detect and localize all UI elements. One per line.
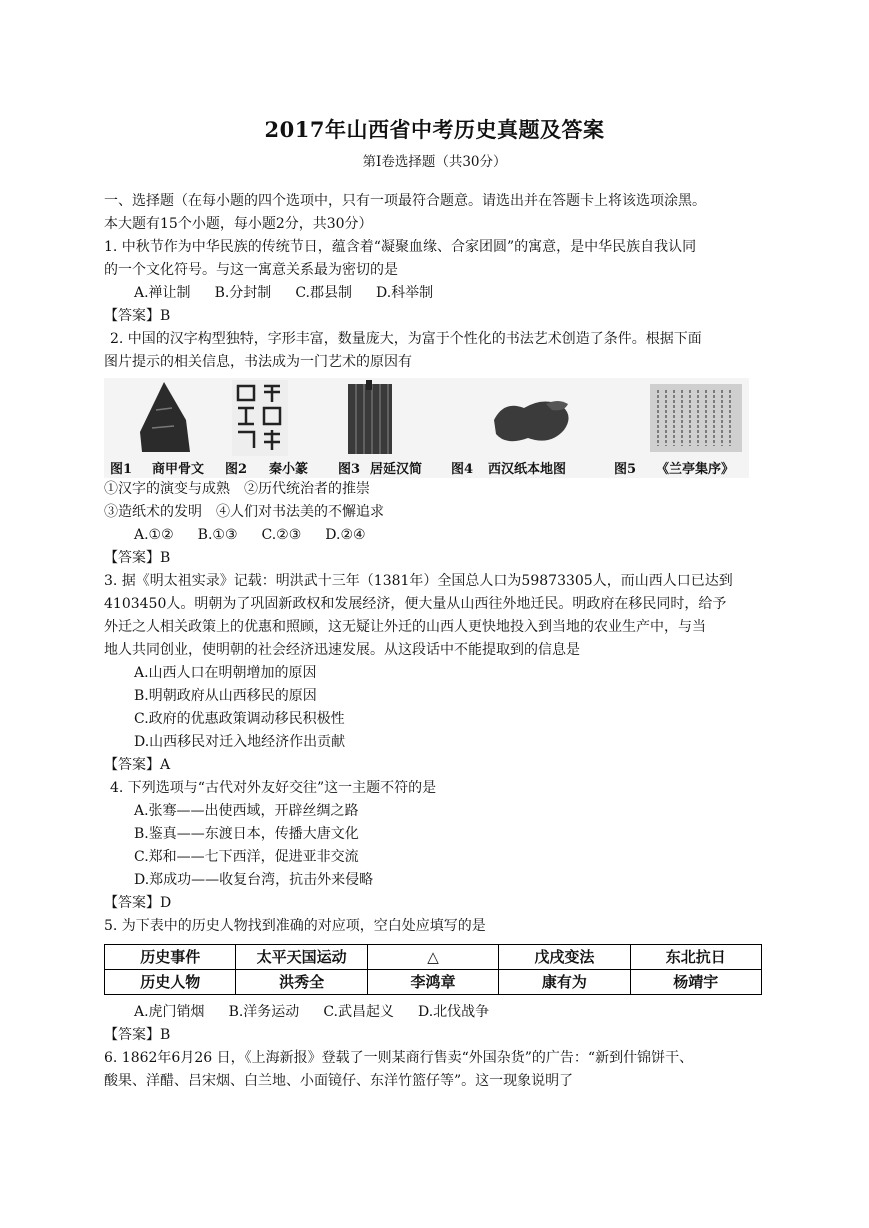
figure-caption-label: 商甲骨文 [152, 462, 205, 477]
question-2-answer: 【答案】B [104, 550, 171, 566]
option: A.①② [134, 527, 174, 543]
figure-caption-num: 图5 [614, 462, 637, 477]
question-5-stem: 5. 为下表中的历史人物找到准确的对应项，空白处应填写的是 [104, 918, 486, 934]
question-1-stem: 1. 中秋节作为中华民族的传统节日，蕴含着“凝聚血缘、合家团圆”的寓意，是中华民族自我认同 [104, 239, 697, 255]
table-cell: 杨靖宇 [630, 970, 761, 995]
figure-caption-label: 《兰亭集序》 [656, 462, 735, 477]
figure-caption-num: 图2 [225, 462, 248, 477]
table-cell: 历史事件 [105, 945, 236, 970]
question-2-statement: ①汉字的演变与成熟 ②历代统治者的推崇 [104, 481, 370, 497]
table-cell: 李鸿章 [367, 970, 498, 995]
table-cell: 东北抗日 [630, 945, 761, 970]
option: D.北伐战争 [417, 1004, 490, 1020]
small-seal-script-image [232, 380, 288, 456]
question-5-options [104, 1001, 768, 1024]
figure-caption-label: 西汉纸本地图 [488, 462, 567, 477]
table-row [105, 970, 762, 995]
option: A.禅让制 [134, 285, 191, 301]
option: C.②③ [261, 527, 302, 543]
question-2-stem: 2. 中国的汉字构型独特，字形丰富，数量庞大，为富于个性化的书法艺术创造了条件。根据下面 [110, 331, 702, 347]
table-cell: 洪秀全 [236, 970, 367, 995]
figure-caption-label: 居延汉简 [370, 462, 423, 477]
calligraphy-figures [104, 378, 749, 478]
figure-caption-num: 图3 [338, 462, 361, 477]
figure-caption-label: 秦小篆 [269, 462, 309, 477]
question-2-stem: 图片提示的相关信息，书法成为一门艺术的原因有 [104, 354, 412, 370]
table-cell: △ [367, 945, 498, 970]
section-intro-line: 本大题有15个小题，每小题2分，共30分） [104, 216, 373, 232]
figure-caption-num: 图4 [451, 462, 474, 477]
question-1-stem: 的一个文化符号。与这一寓意关系最为密切的是 [104, 262, 398, 278]
question-6-stem: 6. 1862年6月26 日，《上海新报》登载了一则某商行售卖“外国杂货”的广告：“新到什锦饼干、 [104, 1050, 694, 1066]
figure-caption-num: 图1 [110, 462, 133, 477]
question-4-option: D.郑成功——收复台湾，抗击外来侵略 [134, 872, 374, 888]
option: D.②④ [325, 527, 366, 543]
question-4-answer: 【答案】D [104, 895, 172, 911]
page-subtitle: 第Ⅰ卷选择题（共30分） [362, 154, 507, 170]
question-4-option: C.郑和——七下西洋，促进亚非交流 [134, 849, 359, 865]
option: B.洋务运动 [228, 1004, 300, 1020]
section-intro-line: 一、选择题（在每小题的四个选项中，只有一项最符合题意。请选出并在答题卡上将该选项涂黑。 [104, 193, 706, 209]
option: A.虎门销烟 [134, 1004, 205, 1020]
figure-captions [104, 458, 749, 478]
option: C.郡县制 [295, 285, 352, 301]
juyan-bamboo-slips-image [344, 380, 396, 456]
question-3-stem: 地人共同创业，使明朝的社会经济迅速发展。从这段话中不能提取到的信息是 [104, 642, 580, 658]
option: B.分封制 [214, 285, 272, 301]
question-3-option: C.政府的优惠政策调动移民积极性 [134, 711, 345, 727]
question-3-stem: 外迁之人相关政策上的优惠和照顾，这无疑让外迁的山西人更快地投入到当地的农业生产中，与当 [104, 619, 706, 635]
question-3-option: D.山西移民对迁入地经济作出贡献 [134, 734, 346, 750]
question-3-stem: 3. 据《明太祖实录》记载：明洪武十三年（1381年）全国总人口为59873305人，而山西人口已达到 [104, 573, 733, 589]
question-3-option: B.明朝政府从山西移民的原因 [134, 688, 317, 704]
question-4-option: B.鉴真——东渡日本，传播大唐文化 [134, 826, 359, 842]
western-han-paper-map-image [484, 390, 576, 450]
question-2-statement: ③造纸术的发明 ④人们对书法美的不懈追求 [104, 504, 384, 520]
option: C.武昌起义 [323, 1004, 394, 1020]
question-3-stem: 4103450人。明朝为了巩固新政权和发展经济，便大量从山西往外地迁民。明政府在移民同时，给予 [104, 596, 727, 612]
question-5-answer: 【答案】B [104, 1027, 171, 1043]
table-cell: 太平天国运动 [236, 945, 367, 970]
table-cell: 历史人物 [105, 970, 236, 995]
history-table [104, 944, 762, 995]
question-3-option: A.山西人口在明朝增加的原因 [134, 665, 317, 681]
question-4-stem: 4. 下列选项与“古代对外友好交往”这一主题不符的是 [110, 780, 437, 796]
question-3-answer: 【答案】A [104, 757, 171, 773]
exam-content [104, 190, 768, 1093]
page-title: 2017年山西省中考历史真题及答案 [264, 117, 605, 142]
oracle-bone-image [134, 380, 194, 456]
table-cell: 康有为 [499, 970, 630, 995]
question-6-stem: 酸果、洋醋、吕宋烟、白兰地、小面镜仔、东洋竹篮仔等”。这一现象说明了 [104, 1073, 574, 1089]
table-row [105, 945, 762, 970]
question-4-option: A.张骞——出使西域，开辟丝绸之路 [134, 803, 359, 819]
lanting-preface-image [650, 384, 742, 452]
option: B.①③ [197, 527, 238, 543]
option: D.科举制 [375, 285, 434, 301]
question-1-options [104, 282, 768, 305]
question-1-answer: 【答案】B [104, 308, 171, 324]
question-2-options [104, 524, 768, 547]
table-cell: 戊戌变法 [499, 945, 630, 970]
